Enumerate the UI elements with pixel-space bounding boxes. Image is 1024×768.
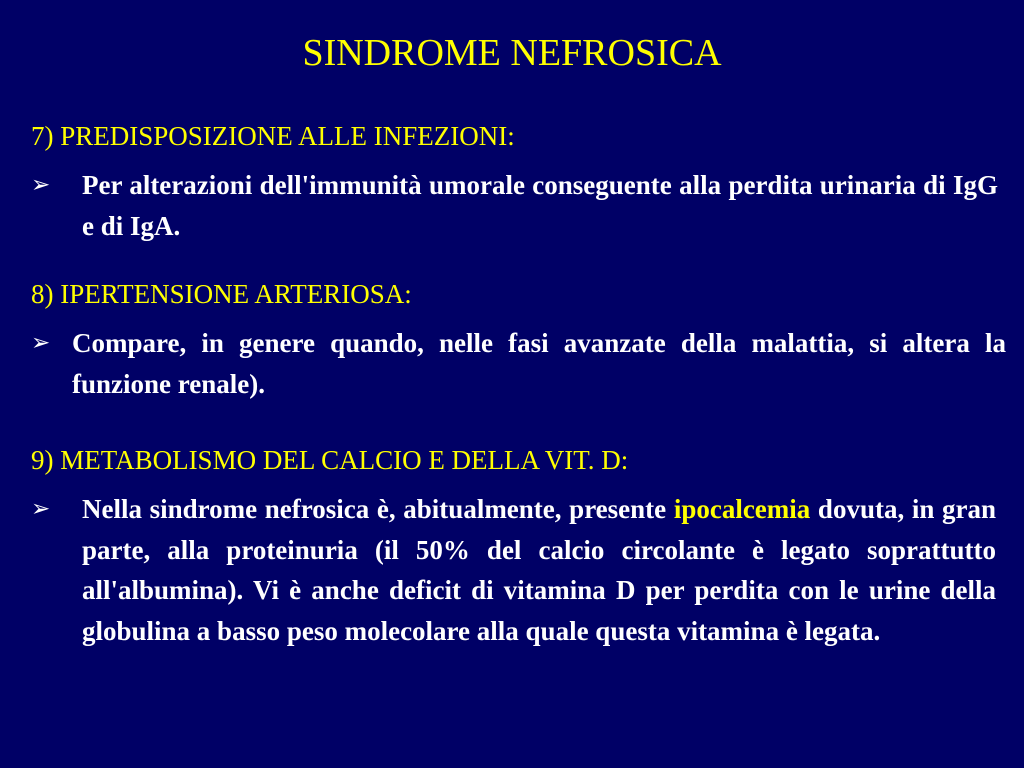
bullet-text: Per alterazioni dell'immunità umorale conseguente alla perdita urinaria di IgG e di IgA. [82, 170, 998, 241]
bullet-text: Compare, in genere quando, nelle fasi avanzate della malattia, si altera la funzione renale). [72, 328, 1006, 399]
highlight-term-ipocalcemia: ipocalcemia [673, 494, 811, 524]
arrow-bullet-icon: ➢ [31, 172, 51, 198]
section-heading-calcio: 9) METABOLISMO DEL CALCIO E DELLA VIT. D: [31, 445, 629, 475]
arrow-bullet-icon: ➢ [31, 496, 51, 522]
bullet-item-calcio [82, 489, 996, 651]
section-heading-infezioni: 7) PREDISPOSIZIONE ALLE INFEZIONI: [31, 121, 515, 151]
slide-title: SINDROME NEFROSICA [302, 32, 722, 74]
bullet-item-ipertensione [72, 323, 1006, 404]
bullet-text-after: dovuta, in gran parte, alla proteinuria (il 50% del calcio circolante è legato soprattutto all'albumina). Vi è anche deficit di vitamina D per perdita con le urine della globulina a basso peso molecolare alla quale questa vitamina è legata. [82, 494, 997, 646]
bullet-text-before: Nella sindrome nefrosica è, abitualmente, presente [82, 494, 674, 524]
section-heading-ipertensione: 8) IPERTENSIONE ARTERIOSA: [31, 279, 412, 309]
bullet-text [82, 489, 996, 651]
arrow-bullet-icon: ➢ [31, 330, 51, 356]
bullet-item-infezioni [82, 165, 998, 246]
